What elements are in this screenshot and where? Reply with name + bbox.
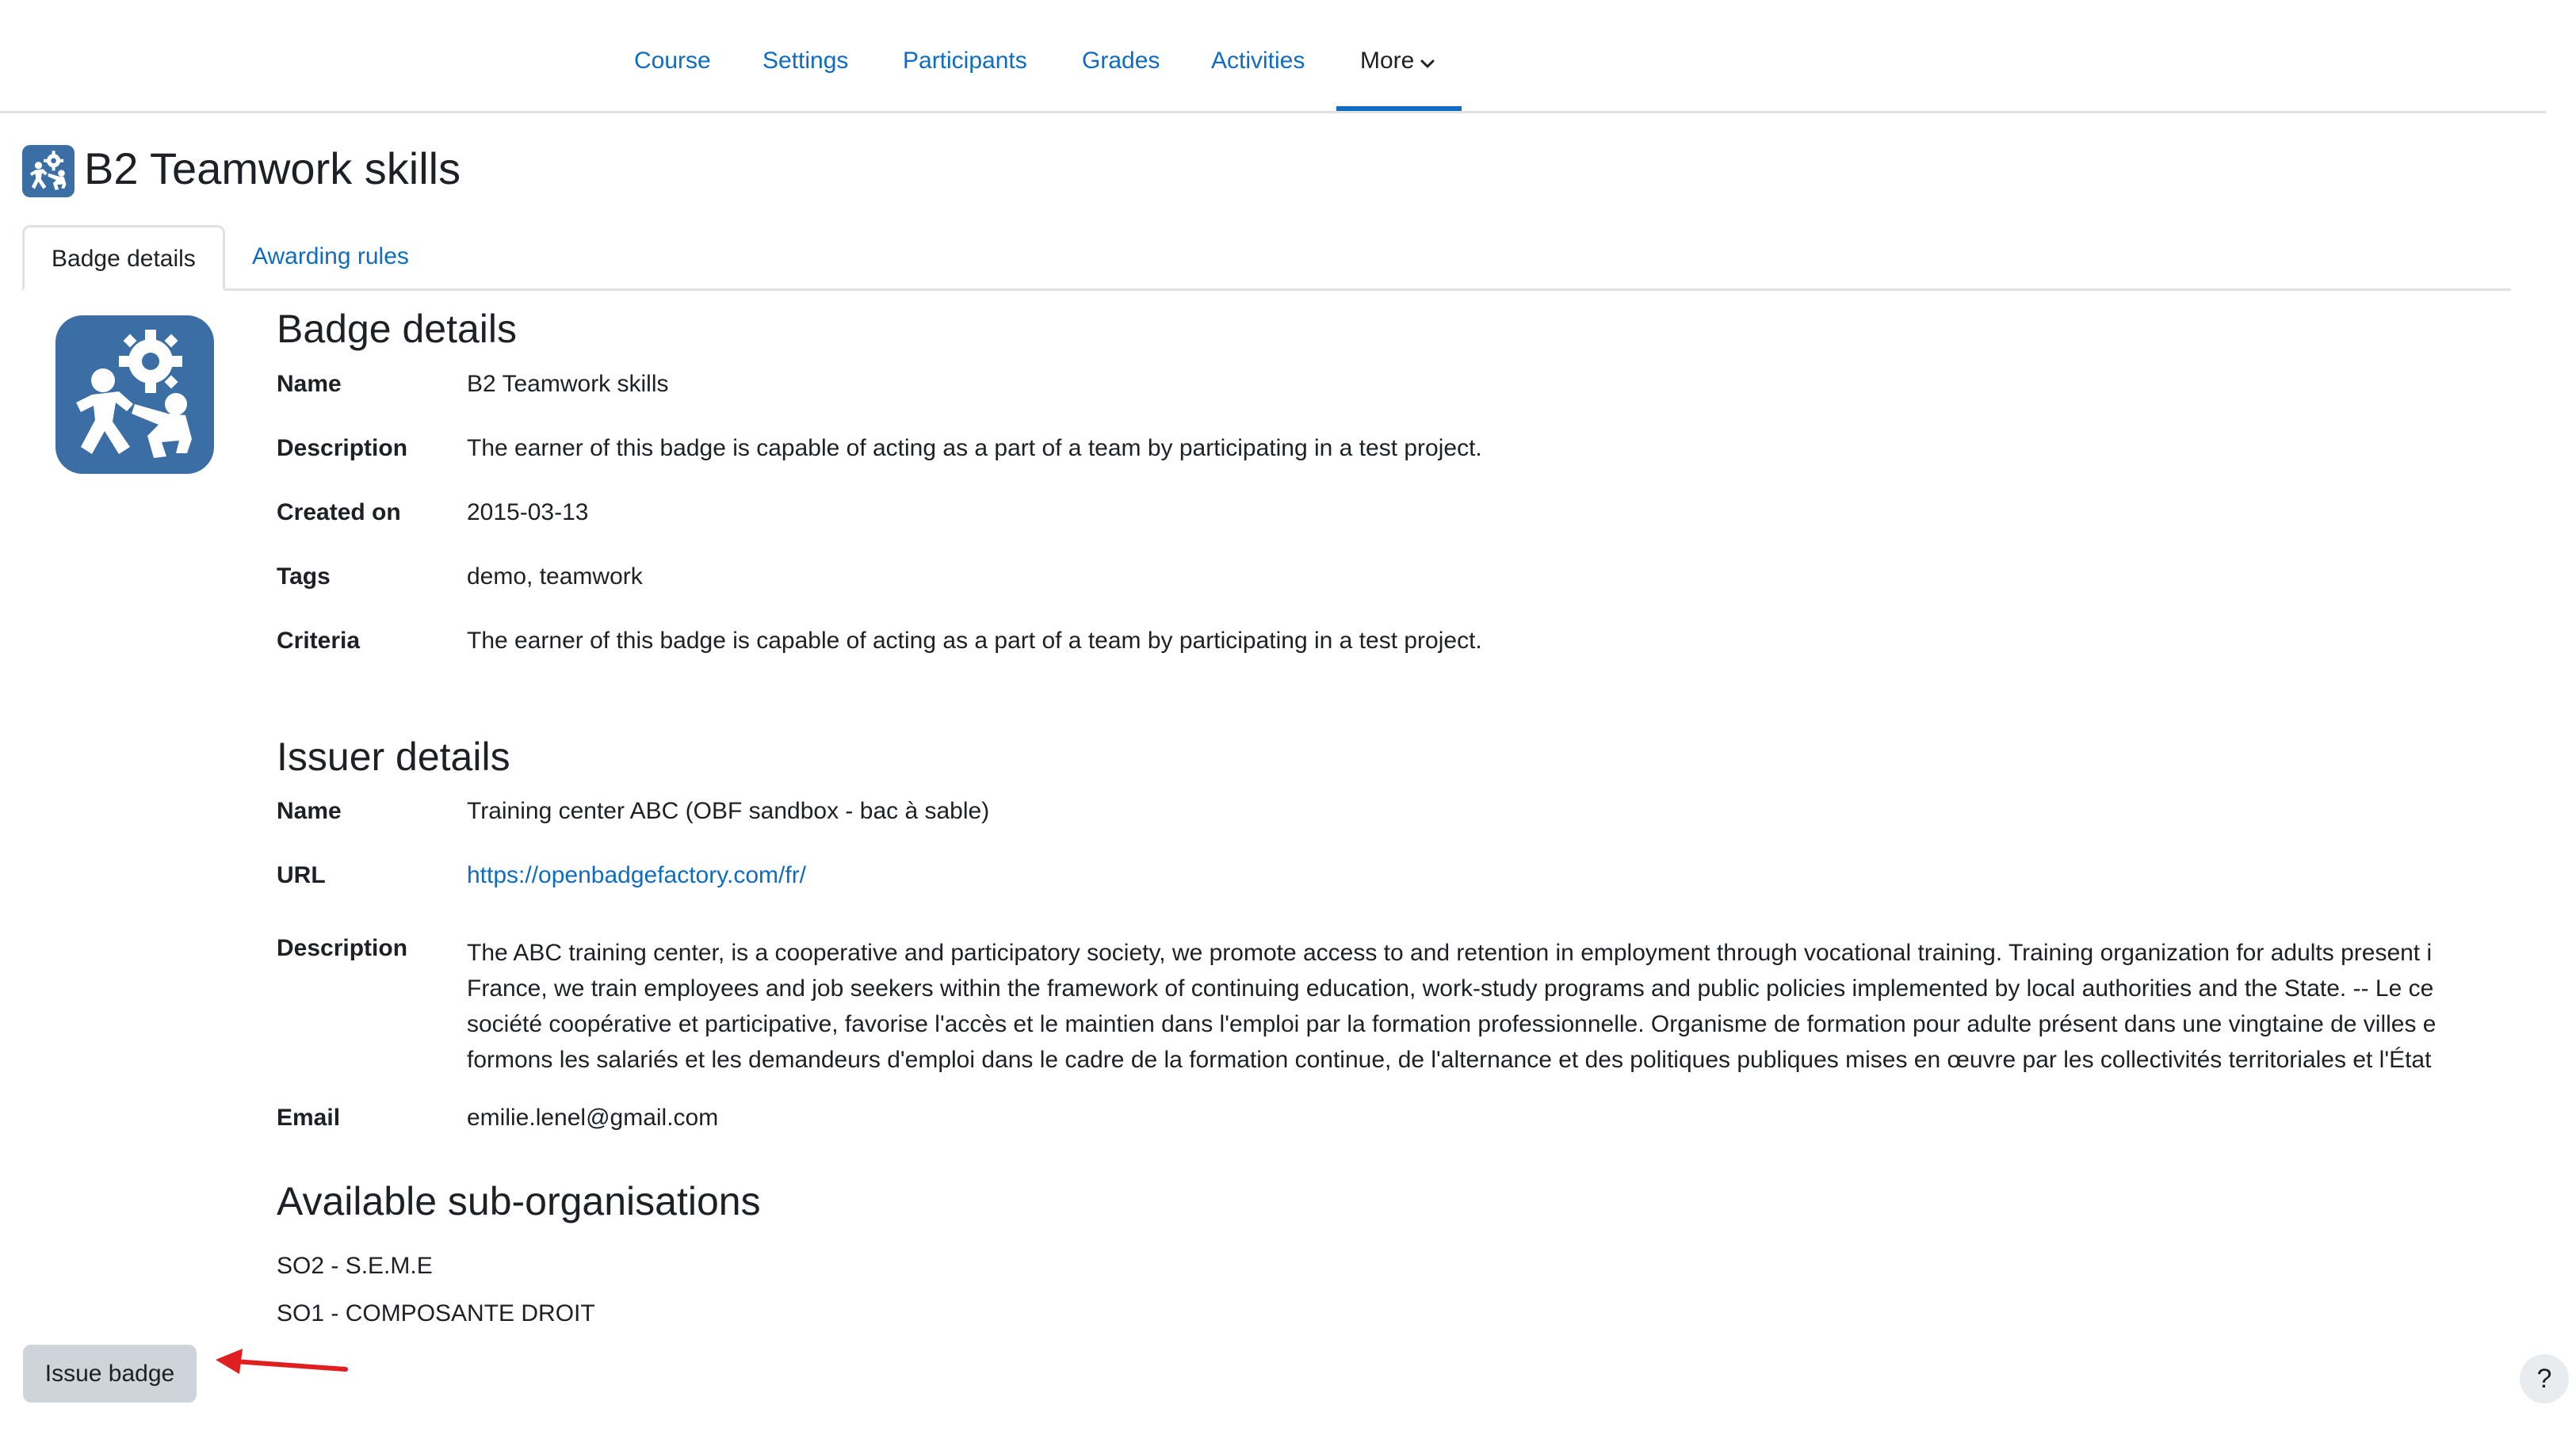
teamwork-badge-icon	[22, 145, 75, 197]
field-value-description: The earner of this badge is capable of acting as a part of a team by participating in a test project.	[467, 435, 1482, 461]
red-arrow-annotation	[211, 1345, 354, 1377]
issuer-description-line: France, we train employees and job seekers within the framework of continuing education, work-study programs and public policies implemented by local authorities and the State. -- Le ce	[467, 975, 2434, 1002]
issuer-value-email: emilie.lenel@gmail.com	[467, 1105, 719, 1131]
field-value-tags: demo, teamwork	[467, 563, 643, 590]
nav-item-participants[interactable]: Participants	[903, 48, 1027, 74]
issuer-label-description: Description	[277, 935, 408, 961]
issuer-value-name: Training center ABC (OBF sandbox - bac à sable)	[467, 798, 990, 824]
nav-item-grades[interactable]: Grades	[1082, 48, 1160, 74]
secondary-navigation	[0, 0, 2546, 113]
field-label-tags: Tags	[277, 563, 331, 590]
tab-awarding-rules[interactable]: Awarding rules	[252, 243, 409, 269]
issuer-description-line: société coopérative et participative, favorise l'accès et le maintien dans l'emploi par la formation professionnelle. Organisme de formation pour adulte présent dans une vingtaine de villes e	[467, 1011, 2436, 1037]
nav-item-settings[interactable]: Settings	[762, 48, 849, 74]
field-label-criteria: Criteria	[277, 628, 361, 654]
nav-item-more[interactable]	[1360, 48, 1435, 75]
tab-badge-details[interactable]: Badge details	[22, 225, 225, 291]
badge-tabs	[22, 225, 2511, 291]
issue-badge-button[interactable]: Issue badge	[23, 1345, 197, 1403]
page-title: B2 Teamwork skills	[84, 143, 461, 193]
nav-active-indicator	[1336, 106, 1462, 111]
field-value-criteria: The earner of this badge is capable of acting as a part of a team by participating in a test project.	[467, 628, 1482, 654]
issuer-label-name: Name	[277, 798, 342, 824]
field-label-description: Description	[277, 435, 408, 461]
issuer-description-line: The ABC training center, is a cooperative and participatory society, we promote access to and retention in employment through vocational training. Training organization for adults present i	[467, 940, 2433, 966]
issuer-description	[467, 935, 2510, 1078]
field-label-created-on: Created on	[277, 499, 401, 525]
badge-details-heading: Badge details	[277, 307, 518, 351]
chevron-down-icon	[1420, 48, 1435, 75]
teamwork-badge-image	[55, 315, 214, 474]
issuer-description-line: formons les salariés et les demandeurs d'emploi dans le cadre de la formation continue, de l'alternance et des politiques publiques mises en œuvre par les collectivités territoriales et l'État	[467, 1047, 2432, 1073]
field-value-name: B2 Teamwork skills	[467, 371, 669, 397]
field-label-name: Name	[277, 371, 342, 397]
sub-organisation-item: SO1 - COMPOSANTE DROIT	[277, 1300, 595, 1326]
help-button[interactable]: ?	[2520, 1354, 2569, 1403]
issuer-label-email: Email	[277, 1105, 341, 1131]
nav-more-label: More	[1360, 48, 1415, 74]
field-value-created-on: 2015-03-13	[467, 499, 589, 525]
nav-item-course[interactable]: Course	[634, 48, 711, 74]
sub-organisations-heading: Available sub-organisations	[277, 1179, 761, 1223]
sub-organisation-item: SO2 - S.E.M.E	[277, 1253, 433, 1279]
issuer-details-heading: Issuer details	[277, 735, 510, 779]
issuer-url-link[interactable]: https://openbadgefactory.com/fr/	[467, 862, 807, 888]
issuer-label-url: URL	[277, 862, 326, 888]
nav-item-activities[interactable]: Activities	[1211, 48, 1305, 74]
